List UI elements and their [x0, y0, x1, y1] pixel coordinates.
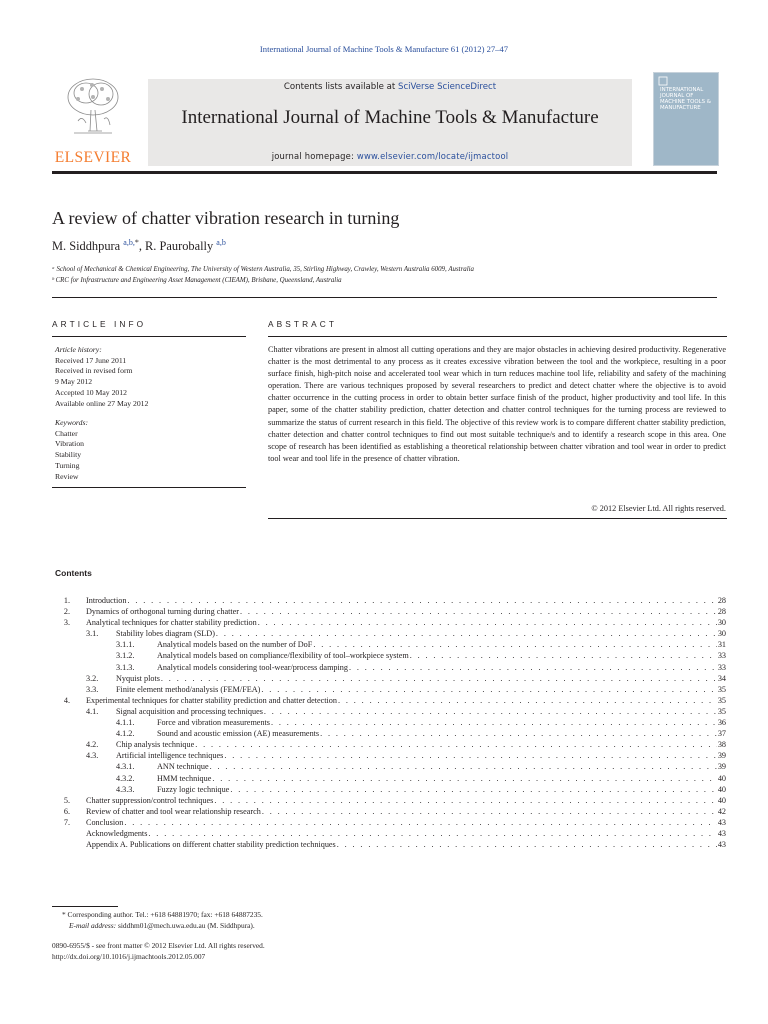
history-item: 9 May 2012 — [55, 377, 93, 387]
toc-entry-page: 39 — [717, 762, 726, 772]
author-affiliation-marker[interactable]: a,b, — [123, 238, 135, 247]
toc-entry[interactable] — [60, 628, 726, 639]
toc-entry-page: 43 — [717, 828, 726, 838]
toc-entry-number: 4.3.2. — [116, 773, 135, 783]
toc-entry[interactable] — [60, 773, 726, 784]
toc-entry[interactable] — [60, 817, 726, 828]
toc-entry-number: 3.1.2. — [116, 651, 135, 661]
sciencedirect-link[interactable]: SciVerse ScienceDirect — [397, 82, 497, 92]
contents-heading: Contents — [55, 568, 92, 578]
toc-entry-title: Signal acquisition and processing techniques — [116, 706, 263, 716]
toc-dot-leader — [338, 695, 717, 706]
toc-entry-page: 37 — [717, 729, 726, 739]
toc-entry-title: Analytical techniques for chatter stability prediction — [86, 618, 257, 628]
toc-entry-number: 4.1.2. — [116, 729, 135, 739]
toc-entry-page: 33 — [717, 662, 726, 672]
toc-entry-number: 3.3. — [86, 684, 99, 694]
toc-entry[interactable] — [60, 706, 726, 717]
elsevier-wordmark: ELSEVIER — [54, 149, 132, 166]
toc-entry[interactable] — [60, 784, 726, 795]
history-item: Received in revised form — [55, 366, 133, 376]
article-info-divider — [52, 336, 246, 337]
title-divider — [52, 297, 717, 298]
toc-entry[interactable] — [60, 595, 726, 606]
email-note — [69, 921, 255, 930]
journal-cover-image — [653, 72, 719, 166]
toc-entry-number — [60, 795, 86, 806]
author-name: R. Paurobally — [145, 239, 214, 254]
toc-entry[interactable] — [60, 795, 726, 806]
toc-entry-number: 4.1. — [86, 706, 99, 716]
elsevier-logo — [52, 70, 132, 168]
journal-title: International Journal of Machine Tools & Manufacture — [181, 107, 599, 128]
toc-entry-number — [60, 595, 86, 606]
toc-dot-leader — [210, 761, 717, 772]
toc-entry-number: 4.3.3. — [116, 784, 135, 794]
toc-dot-leader — [127, 595, 716, 606]
author-affiliation-marker[interactable]: a,b — [216, 238, 226, 247]
toc-entry-number: 4.3. — [86, 751, 99, 761]
history-item: Available online 27 May 2012 — [55, 398, 149, 408]
keyword-item: Review — [55, 471, 79, 481]
toc-entry[interactable] — [60, 717, 726, 728]
toc-entry-page: 38 — [717, 740, 726, 750]
toc-entry-title: Experimental techniques for chatter stability prediction and chatter detection — [86, 695, 337, 705]
toc-entry-number: 3.1. — [86, 629, 99, 639]
journal-citation[interactable]: International Journal of Machine Tools & Manufacture 61 (2012) 27–47 — [259, 44, 509, 54]
toc-entry-page: 39 — [717, 751, 726, 761]
toc-entry[interactable] — [60, 662, 726, 673]
toc-dot-leader — [261, 684, 716, 695]
keyword-item: Stability — [55, 450, 82, 460]
toc-entry-title: Fuzzy logic technique — [157, 784, 230, 794]
article-title: A review of chatter vibration research in turning — [52, 208, 400, 228]
toc-entry-number-text: 1. — [63, 596, 70, 605]
toc-entry[interactable] — [60, 761, 726, 772]
toc-entry-number-text: 7. — [63, 817, 70, 827]
toc-entry-title: Artificial intelligence techniques — [116, 751, 224, 761]
toc-entry-title: Stability lobes diagram (SLD) — [116, 629, 215, 639]
toc-entry-title: Analytical models based on the number of DoF — [157, 640, 313, 650]
table-of-contents — [60, 595, 726, 850]
toc-entry-number-text: 2. — [63, 607, 70, 617]
toc-dot-leader — [264, 706, 717, 717]
toc-entry-page: 40 — [717, 773, 726, 783]
toc-dot-leader — [349, 662, 717, 673]
toc-entry-title: Dynamics of orthogonal turning during chatter — [86, 607, 240, 617]
toc-entry-title: Chatter suppression/control techniques — [86, 795, 214, 805]
toc-entry[interactable] — [60, 617, 726, 628]
toc-entry-page: 31 — [717, 640, 726, 650]
toc-entry-page: 43 — [717, 840, 726, 850]
keyword-item: Chatter — [55, 428, 78, 438]
toc-dot-leader — [224, 750, 717, 761]
toc-entry-title: Chip analysis technique — [116, 740, 195, 750]
toc-entry-title: Finite element method/analysis (FEM/FEA) — [116, 684, 261, 694]
affiliation-b: ᵇ CRC for Infrastructure and Engineering Asset Management (CIEAM), Brisbane, Queensland, Australia — [52, 277, 342, 284]
history-label: Article history: — [55, 345, 102, 354]
cover-title: INTERNATIONAL JOURNAL OF MACHINE TOOLS & MANUFACTURE — [660, 87, 711, 111]
toc-entry-page: 40 — [717, 784, 726, 794]
footnote-divider — [52, 906, 118, 907]
toc-dot-leader — [230, 784, 717, 795]
toc-entry-number: 4.1.1. — [116, 718, 135, 728]
toc-dot-leader — [258, 617, 717, 628]
toc-dot-leader — [124, 817, 717, 828]
header-divider — [52, 171, 717, 174]
toc-entry[interactable] — [60, 828, 726, 839]
toc-entry-number: 4.3.1. — [116, 762, 135, 772]
homepage-link[interactable]: www.elsevier.com/locate/ijmactool — [356, 151, 509, 161]
toc-dot-leader — [214, 795, 716, 806]
toc-entry-page: 35 — [717, 706, 726, 716]
toc-entry-page: 43 — [717, 817, 726, 827]
toc-dot-leader — [148, 828, 716, 839]
toc-entry-page: 34 — [717, 673, 726, 683]
keyword-item: Turning — [55, 460, 80, 470]
toc-entry-page: 42 — [717, 806, 726, 816]
toc-entry-title: ANN technique — [157, 762, 209, 772]
toc-entry[interactable] — [60, 750, 726, 761]
corresponding-marker[interactable]: * — [134, 238, 139, 247]
toc-entry-title: Introduction — [86, 596, 127, 605]
toc-entry-page: 30 — [717, 629, 726, 639]
toc-entry-title: Conclusion — [86, 817, 124, 827]
toc-entry-title: Nyquist plots — [116, 673, 160, 683]
toc-entry-number-text: 4. — [63, 695, 70, 705]
toc-entry-number-text: 6. — [63, 806, 70, 816]
toc-dot-leader — [240, 606, 717, 617]
toc-entry[interactable] — [60, 739, 726, 750]
toc-dot-leader — [320, 728, 717, 739]
toc-entry-page: 33 — [717, 651, 726, 661]
toc-entry-page: 36 — [717, 718, 726, 728]
toc-entry-number-text: 5. — [63, 795, 70, 805]
journal-header — [52, 70, 717, 168]
toc-entry-title: Analytical models based on compliance/flexibility of tool–workpiece system — [157, 651, 409, 661]
issn-line: 0890-6955/$ - see front matter © 2012 Elsevier Ltd. All rights reserved. — [52, 941, 265, 950]
toc-dot-leader — [195, 739, 717, 750]
history-item: Received 17 June 2011 — [55, 355, 127, 365]
keywords-label: Keywords: — [55, 418, 89, 427]
toc-entry-number: 4.2. — [86, 740, 99, 750]
toc-entry[interactable] — [60, 695, 726, 706]
toc-entry-number-text: 3. — [63, 618, 70, 628]
abstract-divider — [268, 336, 727, 337]
toc-dot-leader — [161, 673, 717, 684]
toc-entry-page: 28 — [717, 596, 726, 605]
toc-entry[interactable] — [60, 839, 726, 850]
keywords — [55, 418, 88, 482]
toc-entry[interactable] — [60, 673, 726, 684]
abstract-copyright: © 2012 Elsevier Ltd. All rights reserved. — [591, 504, 726, 513]
author-separator: , — [138, 239, 146, 254]
toc-entry[interactable] — [60, 650, 726, 661]
affiliation-a: ᵃ School of Mechanical & Chemical Engineering, The University of Western Australia, 35, Stirling Highway, Crawley, Western Australia 6009, Australia — [52, 266, 474, 273]
toc-entry-title: Review of chatter and tool wear relationship research — [86, 806, 261, 816]
toc-entry-number — [60, 617, 86, 628]
corresponding-author-note: * Corresponding author. Tel.: +618 64881970; fax: +618 64887235. — [62, 910, 263, 919]
toc-entry-page: 30 — [717, 618, 726, 628]
toc-entry-title: Sound and acoustic emission (AE) measurements — [157, 729, 320, 739]
toc-entry[interactable] — [60, 606, 726, 617]
article-history — [55, 345, 148, 409]
article-info-heading: ARTICLE INFO — [52, 319, 147, 329]
email-address[interactable]: siddhm01@mech.uwa.edu.au (M. Siddhpura). — [116, 921, 255, 930]
toc-entry-page: 40 — [717, 795, 726, 805]
toc-entry-page: 35 — [717, 695, 726, 705]
toc-entry-number — [60, 695, 86, 706]
abstract-heading: ABSTRACT — [268, 319, 338, 329]
toc-entry-number — [60, 806, 86, 817]
toc-entry[interactable] — [60, 728, 726, 739]
toc-entry-title: Appendix A. Publications on different chatter stability prediction techniques — [86, 840, 336, 850]
toc-dot-leader — [337, 839, 717, 850]
toc-dot-leader — [212, 773, 716, 784]
journal-homepage-line — [148, 151, 632, 161]
doi-link[interactable]: http://dx.doi.org/10.1016/j.ijmachtools.2012.05.007 — [52, 952, 206, 961]
toc-entry-number: 3.2. — [86, 673, 99, 683]
toc-entry[interactable] — [60, 684, 726, 695]
author-name: M. Siddhpura — [52, 239, 121, 254]
toc-entry-title: HMM technique — [157, 773, 212, 783]
toc-entry[interactable] — [60, 639, 726, 650]
toc-dot-leader — [262, 806, 717, 817]
keyword-item: Vibration — [55, 439, 85, 449]
homepage-prefix: journal homepage: — [271, 151, 357, 161]
toc-dot-leader — [313, 639, 717, 650]
toc-entry[interactable] — [60, 806, 726, 817]
toc-entry-title: Force and vibration measurements — [157, 718, 270, 728]
toc-entry-page: 28 — [717, 607, 726, 617]
toc-dot-leader — [271, 717, 717, 728]
toc-entry-title: Analytical models considering tool-wear/process damping — [157, 662, 348, 672]
abstract-bottom-divider — [268, 518, 727, 519]
history-item: Accepted 10 May 2012 — [55, 387, 127, 397]
email-label: E-mail address: — [69, 921, 117, 930]
toc-entry-title: Acknowledgments — [86, 828, 148, 838]
contents-prefix: Contents lists available at — [283, 82, 398, 92]
toc-entry-number: 3.1.3. — [116, 662, 135, 672]
article-info-bottom-divider — [52, 487, 246, 488]
contents-available-line — [148, 82, 632, 92]
toc-dot-leader — [410, 650, 717, 661]
toc-entry-number — [60, 817, 86, 828]
toc-entry-page: 35 — [717, 684, 726, 694]
cover-logo-icon — [658, 76, 668, 86]
toc-dot-leader — [216, 628, 717, 639]
abstract-body: Chatter vibrations are present in almost all cutting operations and they are major obstacles in achieving desired productivity. Regenerative chatter is the most detrimental to any process as it creates excessive vibration between the tool and the workpiece, resulting in a poor surface finish, high-pitch noise and accelerated tool wear which in turn reduces machine tool life, reliability and safety of the machining operation. There are various techniques proposed by several researchers to predict and detect chatter where the objective is to avoid chatter occurrence in the cutting process in order to obtain better surface finish of the product, higher productivity and tool life. In this paper, some of the chatter stability prediction, chatter detection and chatter control techniques for the turning process are reviewed to summarize the status of current research in this field. The objective of this review work is to compare different chatter stability prediction, chatter detection and chatter control techniques to find out most suitable technique/s and to identify a research scope in this area. One scope of research has been identified as establishing a theoretical relationship between chatter vibration and tool wear in order to predict tool wear and tool life in the presence of chatter vibration. — [268, 345, 726, 463]
toc-entry-number — [60, 606, 86, 617]
toc-entry-number: 3.1.1. — [116, 640, 135, 650]
journal-title-box — [148, 79, 632, 166]
author-line — [52, 238, 226, 254]
elsevier-tree-icon — [64, 75, 122, 137]
